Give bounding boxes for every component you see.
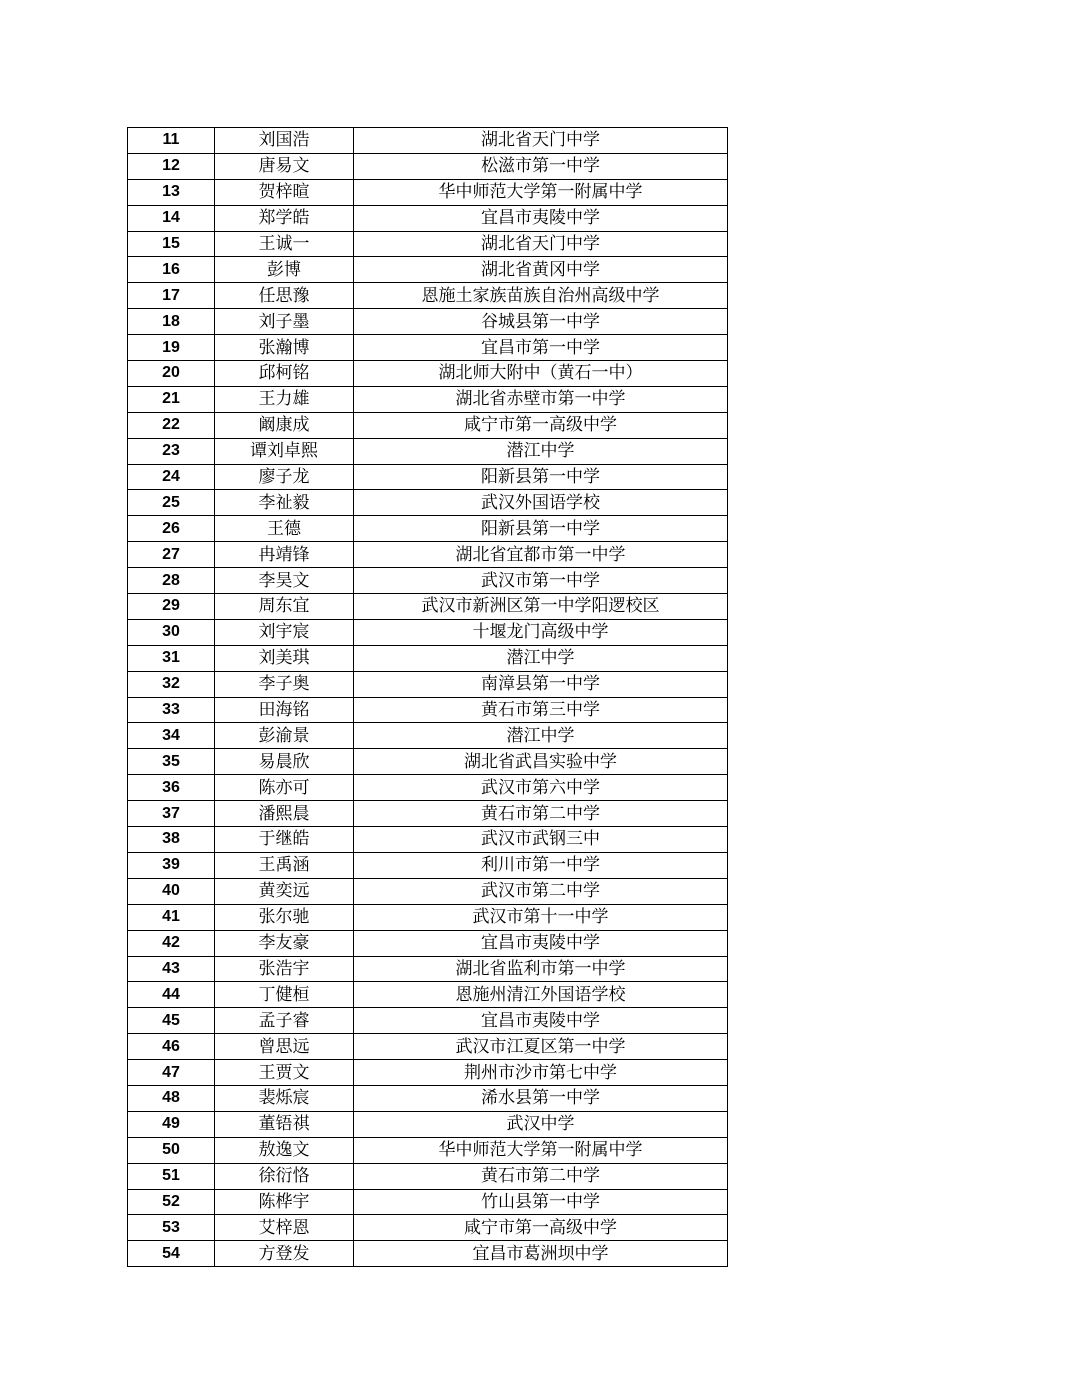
student-name: 彭渝景 <box>215 723 354 749</box>
student-name: 王力雄 <box>215 386 354 412</box>
student-name: 潘熙晨 <box>215 801 354 827</box>
row-number: 25 <box>128 490 215 516</box>
school-name: 谷城县第一中学 <box>354 309 728 335</box>
school-name: 湖北省赤壁市第一中学 <box>354 386 728 412</box>
table-row <box>128 1163 728 1189</box>
school-name: 十堰龙门高级中学 <box>354 619 728 645</box>
table-row <box>128 697 728 723</box>
school-name: 华中师范大学第一附属中学 <box>354 179 728 205</box>
student-name: 王诚一 <box>215 231 354 257</box>
table-row <box>128 128 728 154</box>
table-row <box>128 412 728 438</box>
student-name: 刘子墨 <box>215 309 354 335</box>
row-number: 40 <box>128 878 215 904</box>
school-name: 宜昌市葛洲坝中学 <box>354 1241 728 1267</box>
school-name: 松滋市第一中学 <box>354 153 728 179</box>
row-number: 26 <box>128 516 215 542</box>
school-name: 阳新县第一中学 <box>354 516 728 542</box>
school-name: 湖北省监利市第一中学 <box>354 956 728 982</box>
table-row <box>128 568 728 594</box>
student-name: 李昊文 <box>215 568 354 594</box>
table-row <box>128 930 728 956</box>
school-name: 宜昌市夷陵中学 <box>354 1008 728 1034</box>
row-number: 29 <box>128 594 215 620</box>
row-number: 13 <box>128 179 215 205</box>
table-row <box>128 671 728 697</box>
table-row <box>128 1189 728 1215</box>
school-name: 竹山县第一中学 <box>354 1189 728 1215</box>
school-name: 武汉市第六中学 <box>354 775 728 801</box>
school-name: 咸宁市第一高级中学 <box>354 1215 728 1241</box>
row-number: 20 <box>128 361 215 387</box>
table-row <box>128 956 728 982</box>
student-name: 易晨欣 <box>215 749 354 775</box>
student-name: 陈桦宇 <box>215 1189 354 1215</box>
table-body <box>128 128 728 1267</box>
school-name: 荆州市沙市第七中学 <box>354 1060 728 1086</box>
student-name: 曾思远 <box>215 1034 354 1060</box>
row-number: 54 <box>128 1241 215 1267</box>
table-row <box>128 283 728 309</box>
table-row <box>128 438 728 464</box>
school-name: 黄石市第二中学 <box>354 801 728 827</box>
student-name: 董铻祺 <box>215 1111 354 1137</box>
student-name: 王德 <box>215 516 354 542</box>
row-number: 49 <box>128 1111 215 1137</box>
student-name: 李友豪 <box>215 930 354 956</box>
table-row <box>128 1008 728 1034</box>
school-name: 武汉市江夏区第一中学 <box>354 1034 728 1060</box>
row-number: 15 <box>128 231 215 257</box>
student-name: 田海铭 <box>215 697 354 723</box>
student-name: 方登发 <box>215 1241 354 1267</box>
student-name: 唐易文 <box>215 153 354 179</box>
row-number: 18 <box>128 309 215 335</box>
school-name: 武汉市新洲区第一中学阳逻校区 <box>354 594 728 620</box>
table-row <box>128 542 728 568</box>
student-name: 于继皓 <box>215 827 354 853</box>
row-number: 14 <box>128 205 215 231</box>
table-row <box>128 1137 728 1163</box>
row-number: 30 <box>128 619 215 645</box>
school-name: 湖北省武昌实验中学 <box>354 749 728 775</box>
table-row <box>128 386 728 412</box>
student-name: 王禹涵 <box>215 852 354 878</box>
table-row <box>128 1060 728 1086</box>
row-number: 21 <box>128 386 215 412</box>
row-number: 16 <box>128 257 215 283</box>
student-name: 李子奥 <box>215 671 354 697</box>
student-name: 李祉毅 <box>215 490 354 516</box>
school-name: 潜江中学 <box>354 645 728 671</box>
school-name: 黄石市第三中学 <box>354 697 728 723</box>
row-number: 32 <box>128 671 215 697</box>
row-number: 53 <box>128 1215 215 1241</box>
table-row <box>128 1215 728 1241</box>
school-name: 黄石市第二中学 <box>354 1163 728 1189</box>
school-name: 潜江中学 <box>354 723 728 749</box>
table-row <box>128 1241 728 1267</box>
school-name: 湖北省宜都市第一中学 <box>354 542 728 568</box>
school-name: 武汉市第一中学 <box>354 568 728 594</box>
row-number: 43 <box>128 956 215 982</box>
school-name: 武汉市武钢三中 <box>354 827 728 853</box>
school-name: 湖北省天门中学 <box>354 231 728 257</box>
row-number: 33 <box>128 697 215 723</box>
student-name: 王贾文 <box>215 1060 354 1086</box>
school-name: 湖北师大附中（黄石一中） <box>354 361 728 387</box>
table-row <box>128 309 728 335</box>
table-row <box>128 516 728 542</box>
row-number: 36 <box>128 775 215 801</box>
table-row <box>128 723 728 749</box>
table-row <box>128 619 728 645</box>
school-name: 潜江中学 <box>354 438 728 464</box>
table-row <box>128 904 728 930</box>
school-name: 宜昌市夷陵中学 <box>354 205 728 231</box>
table-row <box>128 827 728 853</box>
row-number: 39 <box>128 852 215 878</box>
student-list-table <box>127 127 728 1267</box>
student-name: 张瀚博 <box>215 335 354 361</box>
student-name: 张尔驰 <box>215 904 354 930</box>
student-name: 敖逸文 <box>215 1137 354 1163</box>
row-number: 24 <box>128 464 215 490</box>
row-number: 11 <box>128 128 215 154</box>
table-row <box>128 749 728 775</box>
row-number: 35 <box>128 749 215 775</box>
student-name: 冉靖锋 <box>215 542 354 568</box>
school-name: 武汉外国语学校 <box>354 490 728 516</box>
school-name: 武汉中学 <box>354 1111 728 1137</box>
row-number: 12 <box>128 153 215 179</box>
student-name: 艾梓恩 <box>215 1215 354 1241</box>
row-number: 37 <box>128 801 215 827</box>
school-name: 湖北省黄冈中学 <box>354 257 728 283</box>
table-row <box>128 645 728 671</box>
school-name: 武汉市第十一中学 <box>354 904 728 930</box>
student-name: 贺梓暄 <box>215 179 354 205</box>
table-row <box>128 153 728 179</box>
student-name: 张浩宇 <box>215 956 354 982</box>
row-number: 46 <box>128 1034 215 1060</box>
table-row <box>128 257 728 283</box>
table-row <box>128 1085 728 1111</box>
table-row <box>128 852 728 878</box>
student-name: 阚康成 <box>215 412 354 438</box>
table-row <box>128 982 728 1008</box>
student-name: 廖子龙 <box>215 464 354 490</box>
row-number: 47 <box>128 1060 215 1086</box>
table-row <box>128 464 728 490</box>
school-name: 利川市第一中学 <box>354 852 728 878</box>
row-number: 48 <box>128 1085 215 1111</box>
school-name: 湖北省天门中学 <box>354 128 728 154</box>
student-name: 黄奕远 <box>215 878 354 904</box>
row-number: 17 <box>128 283 215 309</box>
student-name: 邱柯铭 <box>215 361 354 387</box>
table-row <box>128 594 728 620</box>
table-row <box>128 335 728 361</box>
row-number: 44 <box>128 982 215 1008</box>
table-row <box>128 1111 728 1137</box>
school-name: 浠水县第一中学 <box>354 1085 728 1111</box>
student-name: 孟子睿 <box>215 1008 354 1034</box>
row-number: 45 <box>128 1008 215 1034</box>
school-name: 宜昌市第一中学 <box>354 335 728 361</box>
student-name: 陈亦可 <box>215 775 354 801</box>
school-name: 咸宁市第一高级中学 <box>354 412 728 438</box>
student-name: 郑学皓 <box>215 205 354 231</box>
student-name: 任思豫 <box>215 283 354 309</box>
student-name: 徐衍恪 <box>215 1163 354 1189</box>
row-number: 50 <box>128 1137 215 1163</box>
student-name: 刘美琪 <box>215 645 354 671</box>
student-name: 丁健桓 <box>215 982 354 1008</box>
school-name: 武汉市第二中学 <box>354 878 728 904</box>
school-name: 华中师范大学第一附属中学 <box>354 1137 728 1163</box>
table-row <box>128 490 728 516</box>
table-row <box>128 1034 728 1060</box>
row-number: 19 <box>128 335 215 361</box>
student-name: 刘国浩 <box>215 128 354 154</box>
row-number: 27 <box>128 542 215 568</box>
row-number: 41 <box>128 904 215 930</box>
row-number: 51 <box>128 1163 215 1189</box>
table-row <box>128 361 728 387</box>
row-number: 23 <box>128 438 215 464</box>
student-name: 周东宜 <box>215 594 354 620</box>
row-number: 52 <box>128 1189 215 1215</box>
row-number: 22 <box>128 412 215 438</box>
table-row <box>128 775 728 801</box>
student-name: 刘宇宸 <box>215 619 354 645</box>
school-name: 恩施土家族苗族自治州高级中学 <box>354 283 728 309</box>
student-name: 谭刘卓熙 <box>215 438 354 464</box>
table-row <box>128 205 728 231</box>
row-number: 38 <box>128 827 215 853</box>
student-name: 裴烁宸 <box>215 1085 354 1111</box>
row-number: 28 <box>128 568 215 594</box>
row-number: 34 <box>128 723 215 749</box>
table-row <box>128 878 728 904</box>
table-row <box>128 231 728 257</box>
row-number: 42 <box>128 930 215 956</box>
student-name: 彭博 <box>215 257 354 283</box>
table-row <box>128 801 728 827</box>
school-name: 宜昌市夷陵中学 <box>354 930 728 956</box>
school-name: 南漳县第一中学 <box>354 671 728 697</box>
row-number: 31 <box>128 645 215 671</box>
school-name: 阳新县第一中学 <box>354 464 728 490</box>
school-name: 恩施州清江外国语学校 <box>354 982 728 1008</box>
table-row <box>128 179 728 205</box>
